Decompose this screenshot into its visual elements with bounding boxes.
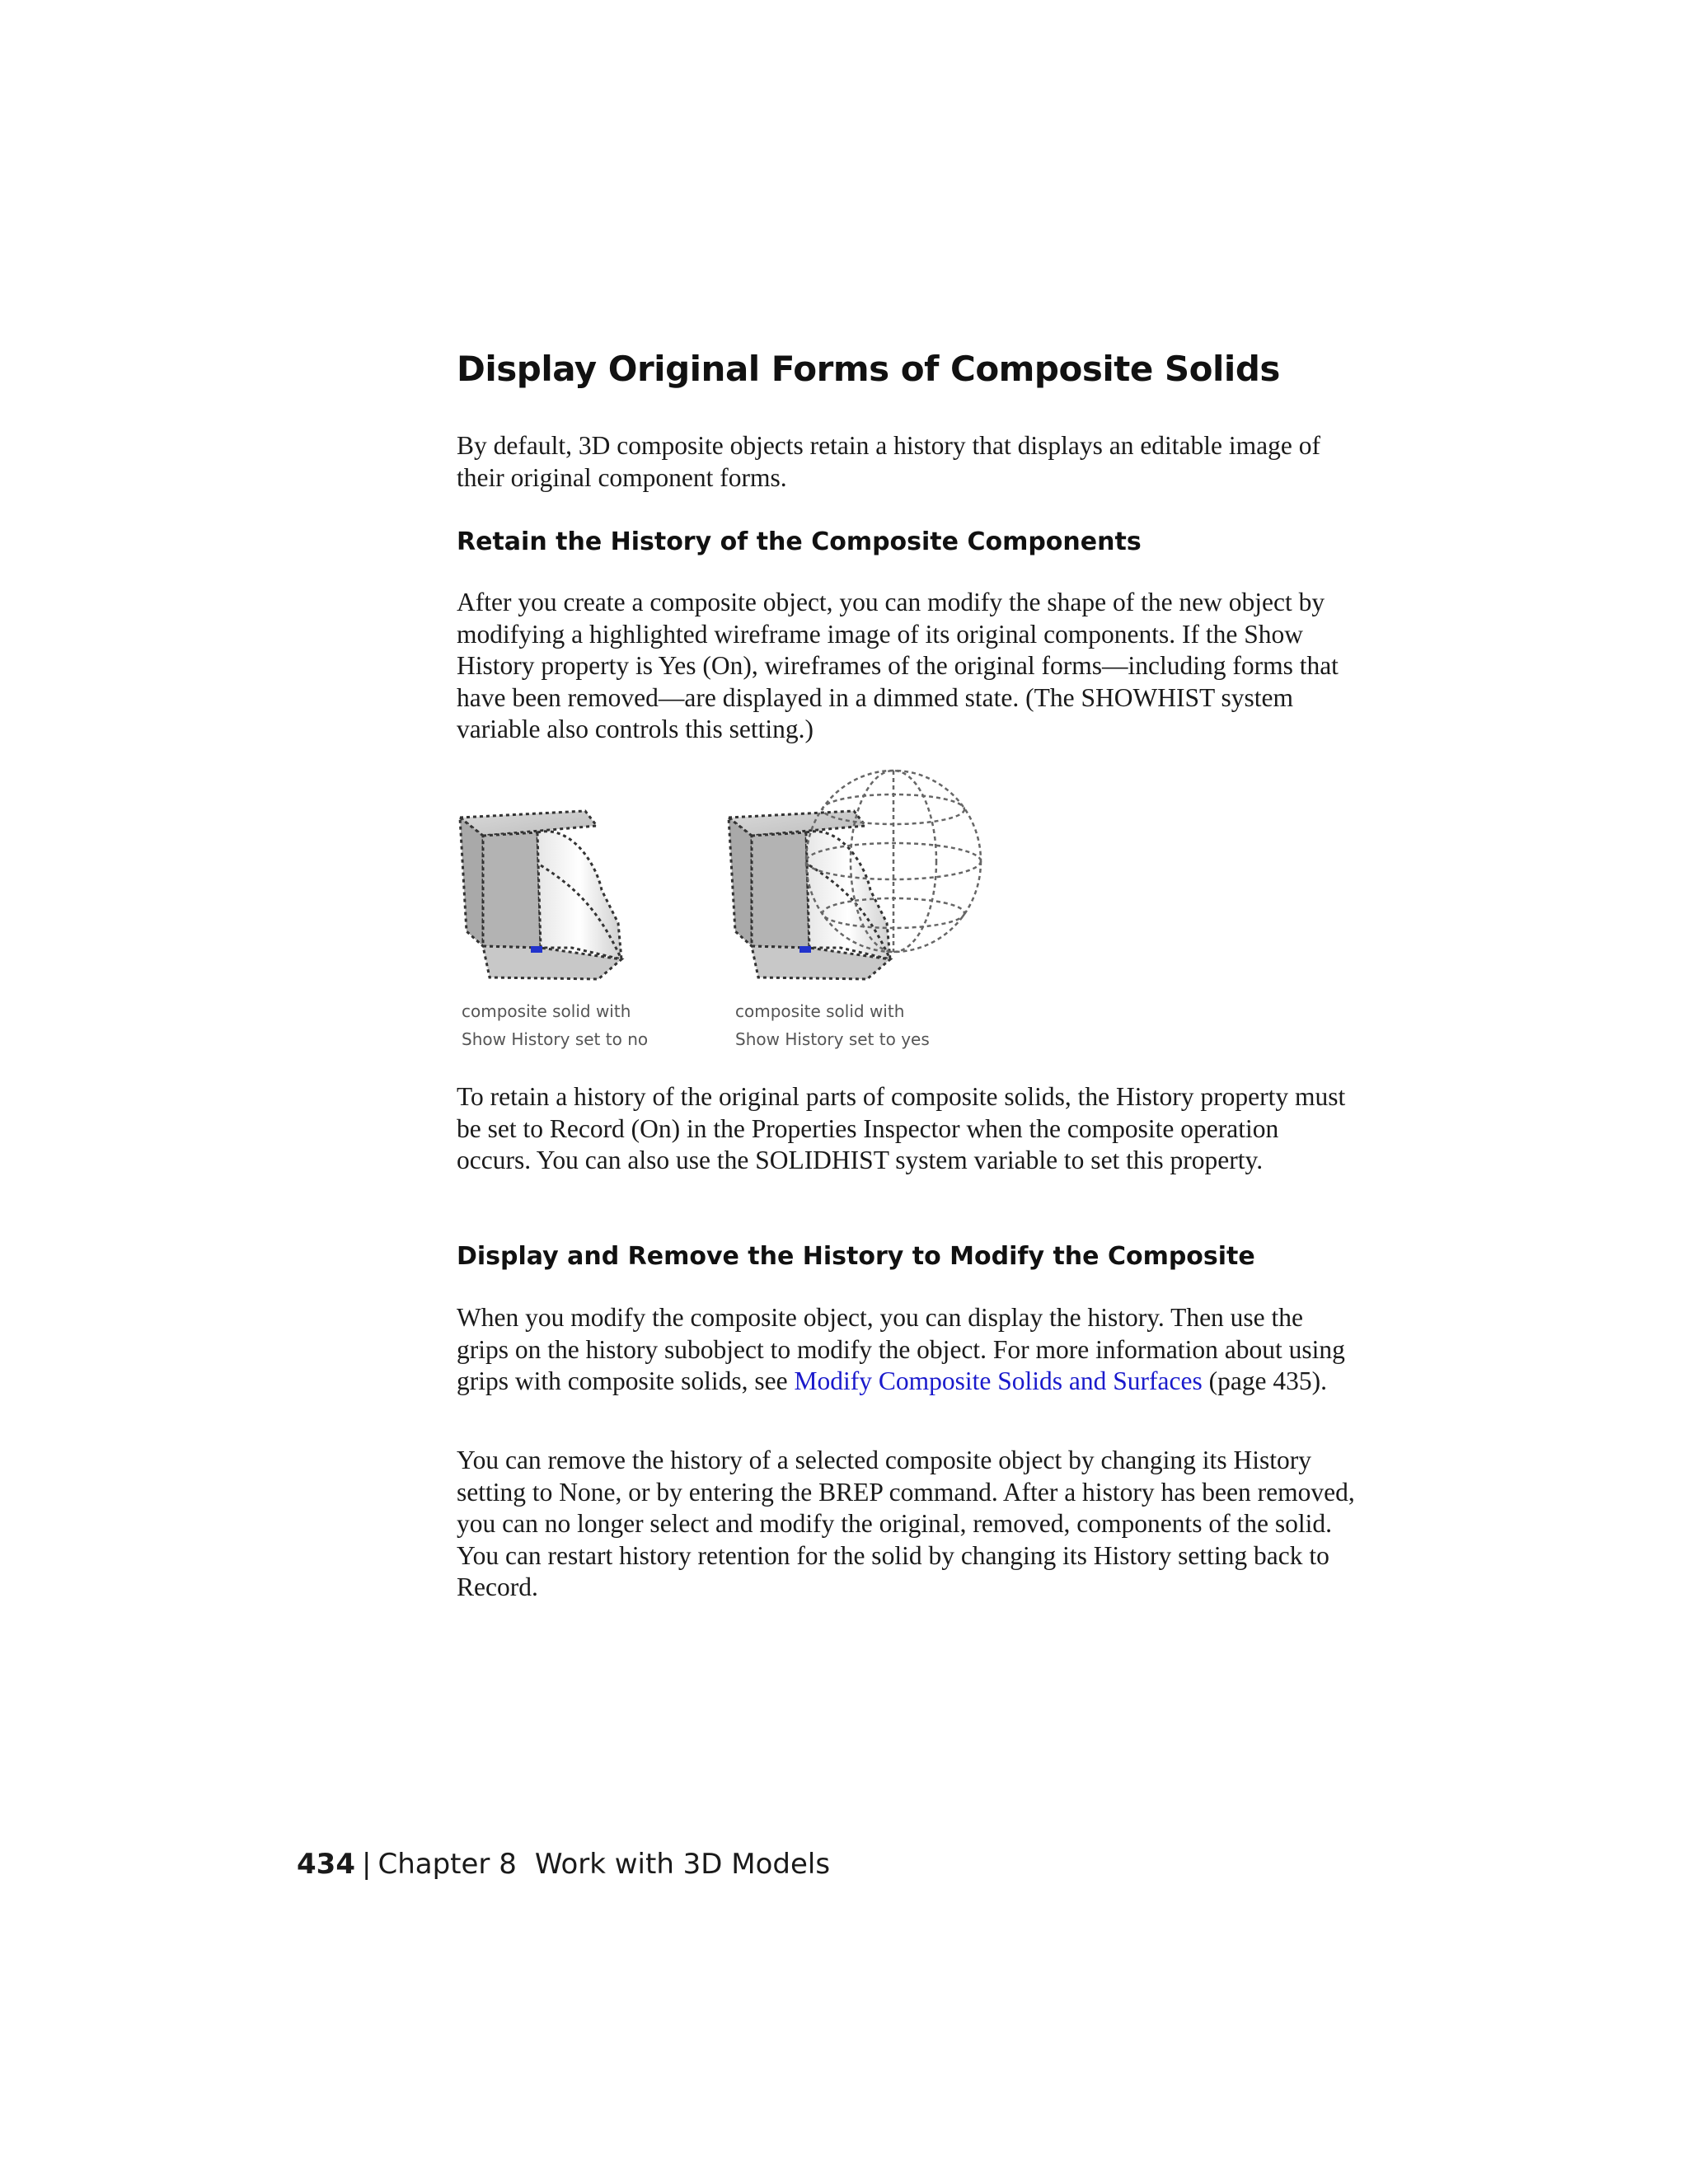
section-heading-display-remove: Display and Remove the History to Modify the Composite (457, 1242, 1255, 1271)
display-history-paragraph (457, 1302, 1355, 1398)
caption-line: composite solid with (735, 1001, 905, 1021)
caption-history-on (735, 997, 930, 1053)
page-title: Display Original Forms of Composite Solids (457, 349, 1280, 389)
page-footer (297, 1846, 830, 1882)
footer-separator: | (361, 1848, 372, 1881)
modify-composite-link[interactable]: Modify Composite Solids and Surfaces (794, 1366, 1203, 1395)
record-history-paragraph: To retain a history of the original parts of composite solids, the History property must be set to Record (On) in the Properties Inspector when the composite operation occurs. You can also use the SOLIDHIST system variable to set this property. (457, 1082, 1346, 1174)
section-heading-retain-history: Retain the History of the Composite Components (457, 527, 1142, 556)
chapter-title: Work with 3D Models (534, 1848, 831, 1881)
caption-history-off (462, 997, 648, 1053)
grip-marker-icon (531, 946, 542, 953)
remove-history-paragraph: You can remove the history of a selected composite object by changing its History setting to None, or by entering the BREP command. After a history has been removed, you can no longer select and modify the original, removed, components of the solid. You can restart history retention for the solid by changing its History setting back to Record. (457, 1446, 1355, 1601)
retain-history-paragraph: After you create a composite object, you can modify the shape of the new object by modifying a highlighted wireframe image of its original components. If the Show History property is Yes (On), wireframes of the original forms—including forms that have been removed—are displayed in a dimmed state. (The SHOWHIST system variable also controls this setting.) (457, 588, 1339, 743)
page-number: 434 (297, 1848, 355, 1881)
grip-marker-icon (799, 946, 811, 953)
intro-paragraph: By default, 3D composite objects retain a history that displays an editable image of their original component forms. (457, 431, 1320, 492)
page-reference: (page 435). (1202, 1366, 1328, 1395)
caption-line: composite solid with (462, 1001, 631, 1021)
caption-line: Show History set to yes (735, 1029, 930, 1049)
composite-solid-figure (457, 766, 1034, 1059)
solid-history-off (460, 811, 621, 979)
caption-line: Show History set to no (462, 1029, 649, 1049)
paragraph-text: When you modify the composite object, you can display the history. Then use the grips on the history subobject to modify the object. For more information about using grips with composite solids, see (457, 1303, 1345, 1395)
chapter-label: Chapter 8 (377, 1848, 517, 1881)
